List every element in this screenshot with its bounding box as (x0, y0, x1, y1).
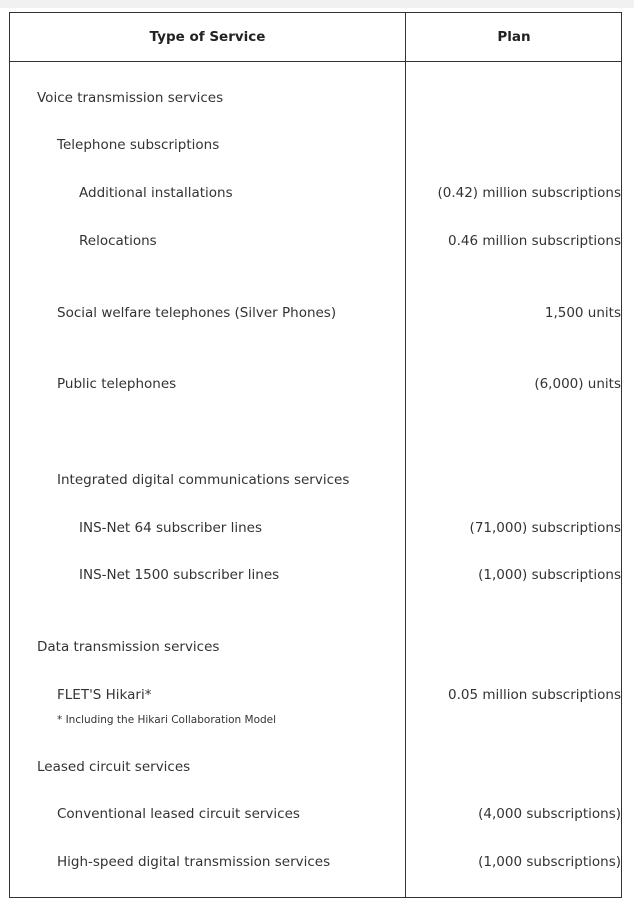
section-leased-circuit: Leased circuit services (37, 759, 191, 775)
service-plan-table (9, 12, 622, 898)
footnote-hikari-collaboration: * Including the Hikari Collaboration Model (57, 714, 277, 726)
header-divider (10, 61, 621, 62)
row-value-relocations: 0.46 million subscriptions (448, 233, 621, 249)
header-type-of-service: Type of Service (149, 29, 266, 45)
row-label-relocations: Relocations (79, 233, 157, 249)
row-value-public-telephones: (6,000) units (534, 376, 621, 392)
top-strip (0, 0, 634, 8)
row-value-flets-hikari: 0.05 million subscriptions (448, 687, 621, 703)
row-value-high-speed-digital: (1,000 subscriptions) (478, 854, 621, 870)
row-label-public-telephones: Public telephones (57, 376, 177, 392)
subsection-integrated-digital: Integrated digital communications services (57, 472, 350, 488)
row-value-ins-net-64: (71,000) subscriptions (469, 520, 621, 536)
column-divider (405, 13, 406, 897)
row-label-social-welfare: Social welfare telephones (Silver Phones) (57, 305, 337, 321)
row-value-conventional-leased: (4,000 subscriptions) (478, 806, 621, 822)
row-value-additional-installations: (0.42) million subscriptions (437, 185, 621, 201)
row-value-social-welfare: 1,500 units (544, 305, 621, 321)
section-voice-transmission: Voice transmission services (37, 90, 224, 106)
row-label-conventional-leased: Conventional leased circuit services (57, 806, 300, 822)
row-label-additional-installations: Additional installations (79, 185, 233, 201)
row-label-high-speed-digital: High-speed digital transmission services (57, 854, 331, 870)
row-value-ins-net-1500: (1,000) subscriptions (478, 567, 621, 583)
row-label-ins-net-1500: INS-Net 1500 subscriber lines (79, 567, 280, 583)
header-plan: Plan (497, 29, 531, 45)
section-data-transmission: Data transmission services (37, 639, 220, 655)
subsection-telephone-subscriptions: Telephone subscriptions (57, 137, 220, 153)
row-label-flets-hikari: FLET'S Hikari* (57, 687, 152, 703)
row-label-ins-net-64: INS-Net 64 subscriber lines (79, 520, 263, 536)
